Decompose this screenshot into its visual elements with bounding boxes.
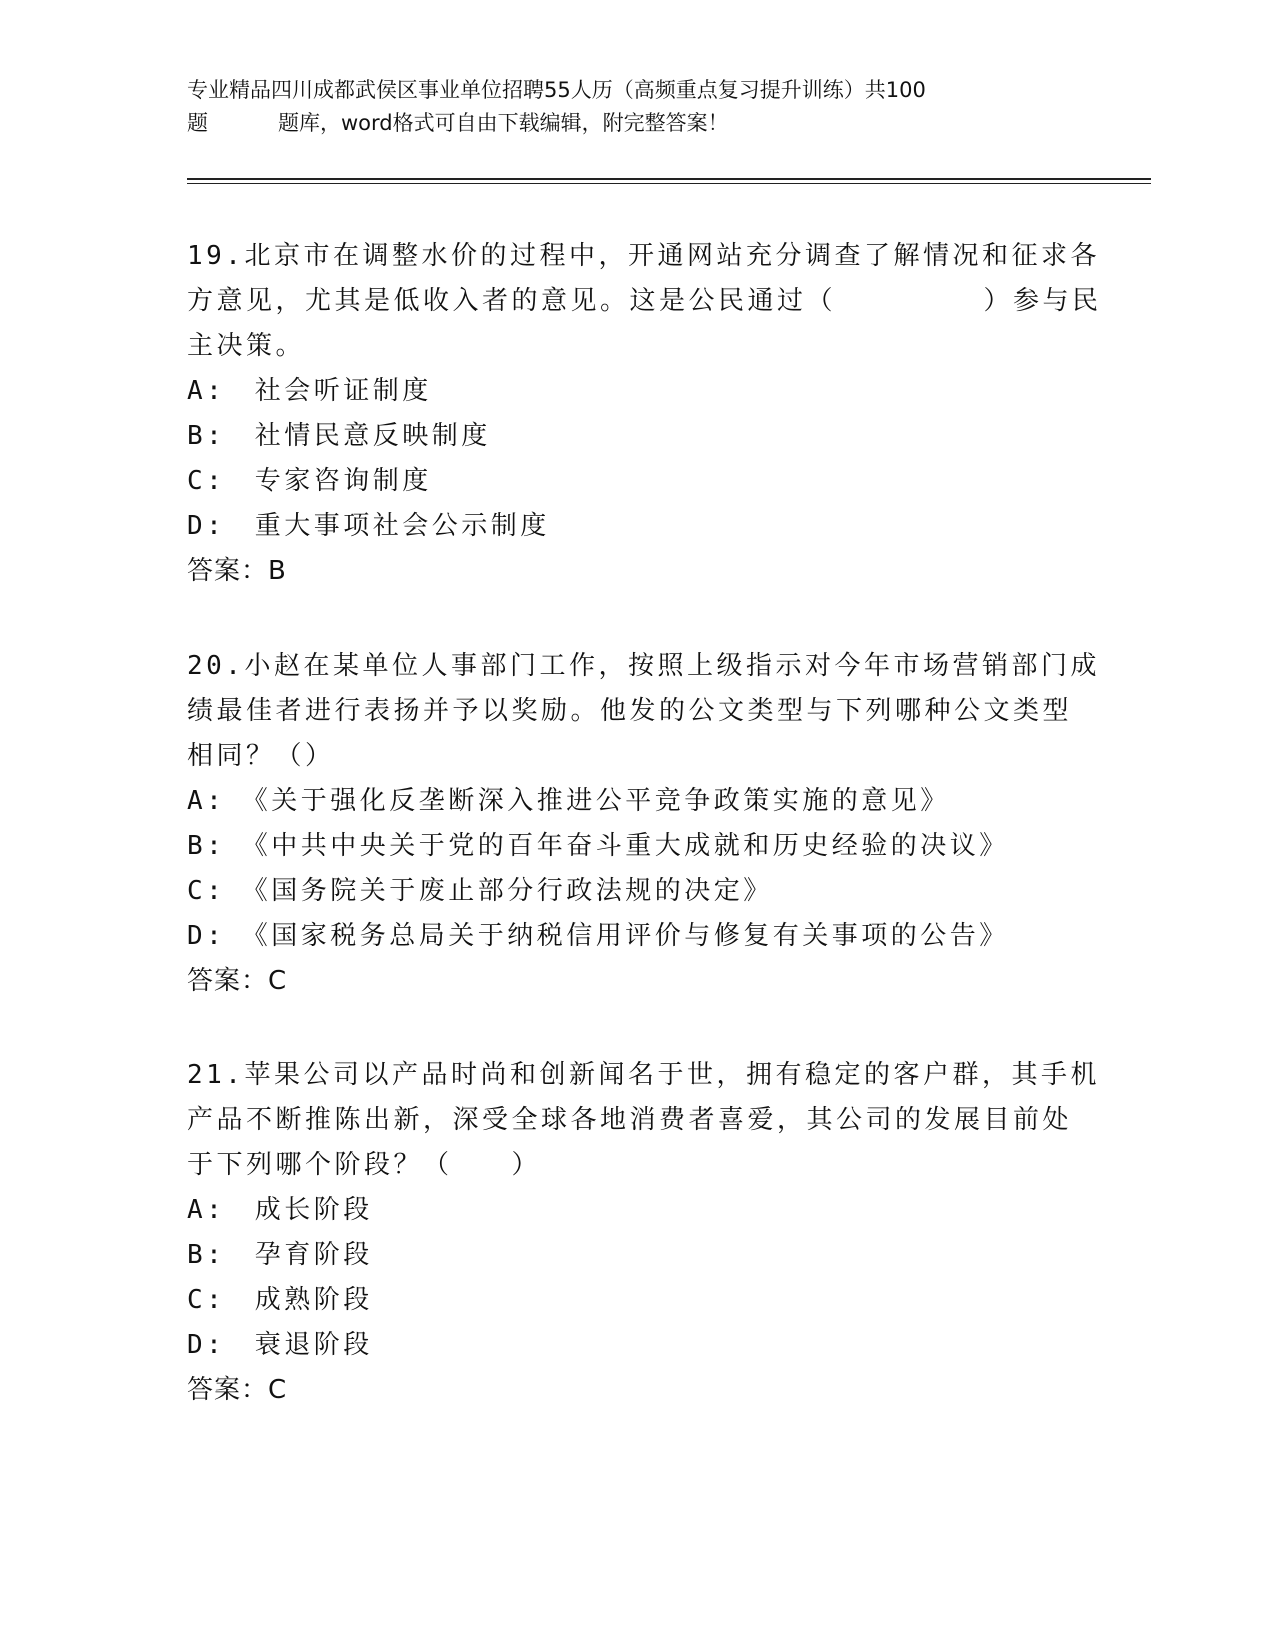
option-d: D: 衰退阶段 — [187, 1330, 373, 1360]
option-c: C: 专家咨询制度 — [187, 466, 432, 496]
answer-line: 答案：C — [187, 1375, 288, 1405]
option-b: B: 孕育阶段 — [187, 1240, 373, 1270]
option-a: A: 成长阶段 — [187, 1195, 373, 1225]
question-21 — [187, 1053, 1100, 1413]
option-c: C: 成熟阶段 — [187, 1285, 373, 1315]
question-text-line: 20.小赵在某单位人事部门工作，按照上级指示对今年市场营销部门成 — [187, 651, 1100, 681]
header-title-line1: 专业精品四川成都武侯区事业单位招聘55人历（高频重点复习提升训练）共100 — [187, 78, 926, 102]
page-header — [187, 74, 1087, 140]
option-b: B: 社情民意反映制度 — [187, 421, 491, 451]
header-title-line2-rest: 题库，word格式可自由下载编辑，附完整答案！ — [278, 111, 729, 135]
header-divider — [187, 178, 1151, 184]
question-19 — [187, 234, 1102, 594]
question-text-line: 主决策。 — [187, 331, 306, 361]
option-c: C: 《国务院关于废止部分行政法规的决定》 — [187, 876, 773, 906]
question-text-line: 方意见，尤其是低收入者的意见。这是公民通过（ ）参与民 — [187, 286, 1102, 316]
question-text-line: 相同？（） — [187, 741, 335, 771]
question-20 — [187, 644, 1100, 1004]
option-a: A: 《关于强化反垄断深入推进公平竞争政策实施的意见》 — [187, 786, 950, 816]
option-b: B: 《中共中央关于党的百年奋斗重大成就和历史经验的决议》 — [187, 831, 1009, 861]
header-title-line2 — [187, 107, 1087, 140]
question-text-line: 绩最佳者进行表扬并予以奖励。他发的公文类型与下列哪种公文类型 — [187, 696, 1073, 726]
question-text-line: 产品不断推陈出新，深受全球各地消费者喜爱，其公司的发展目前处 — [187, 1105, 1073, 1135]
question-text-line: 19.北京市在调整水价的过程中，开通网站充分调查了解情况和征求各 — [187, 241, 1100, 271]
question-text-line: 21.苹果公司以产品时尚和创新闻名于世，拥有稳定的客户群，其手机 — [187, 1060, 1100, 1090]
option-d: D: 重大事项社会公示制度 — [187, 511, 550, 541]
option-a: A: 社会听证制度 — [187, 376, 432, 406]
header-title-line2-start: 题 — [187, 111, 208, 135]
answer-line: 答案：B — [187, 556, 287, 586]
question-text-line: 于下列哪个阶段？（ ） — [187, 1150, 542, 1180]
answer-line: 答案：C — [187, 966, 288, 996]
option-d: D: 《国家税务总局关于纳税信用评价与修复有关事项的公告》 — [187, 921, 1009, 951]
